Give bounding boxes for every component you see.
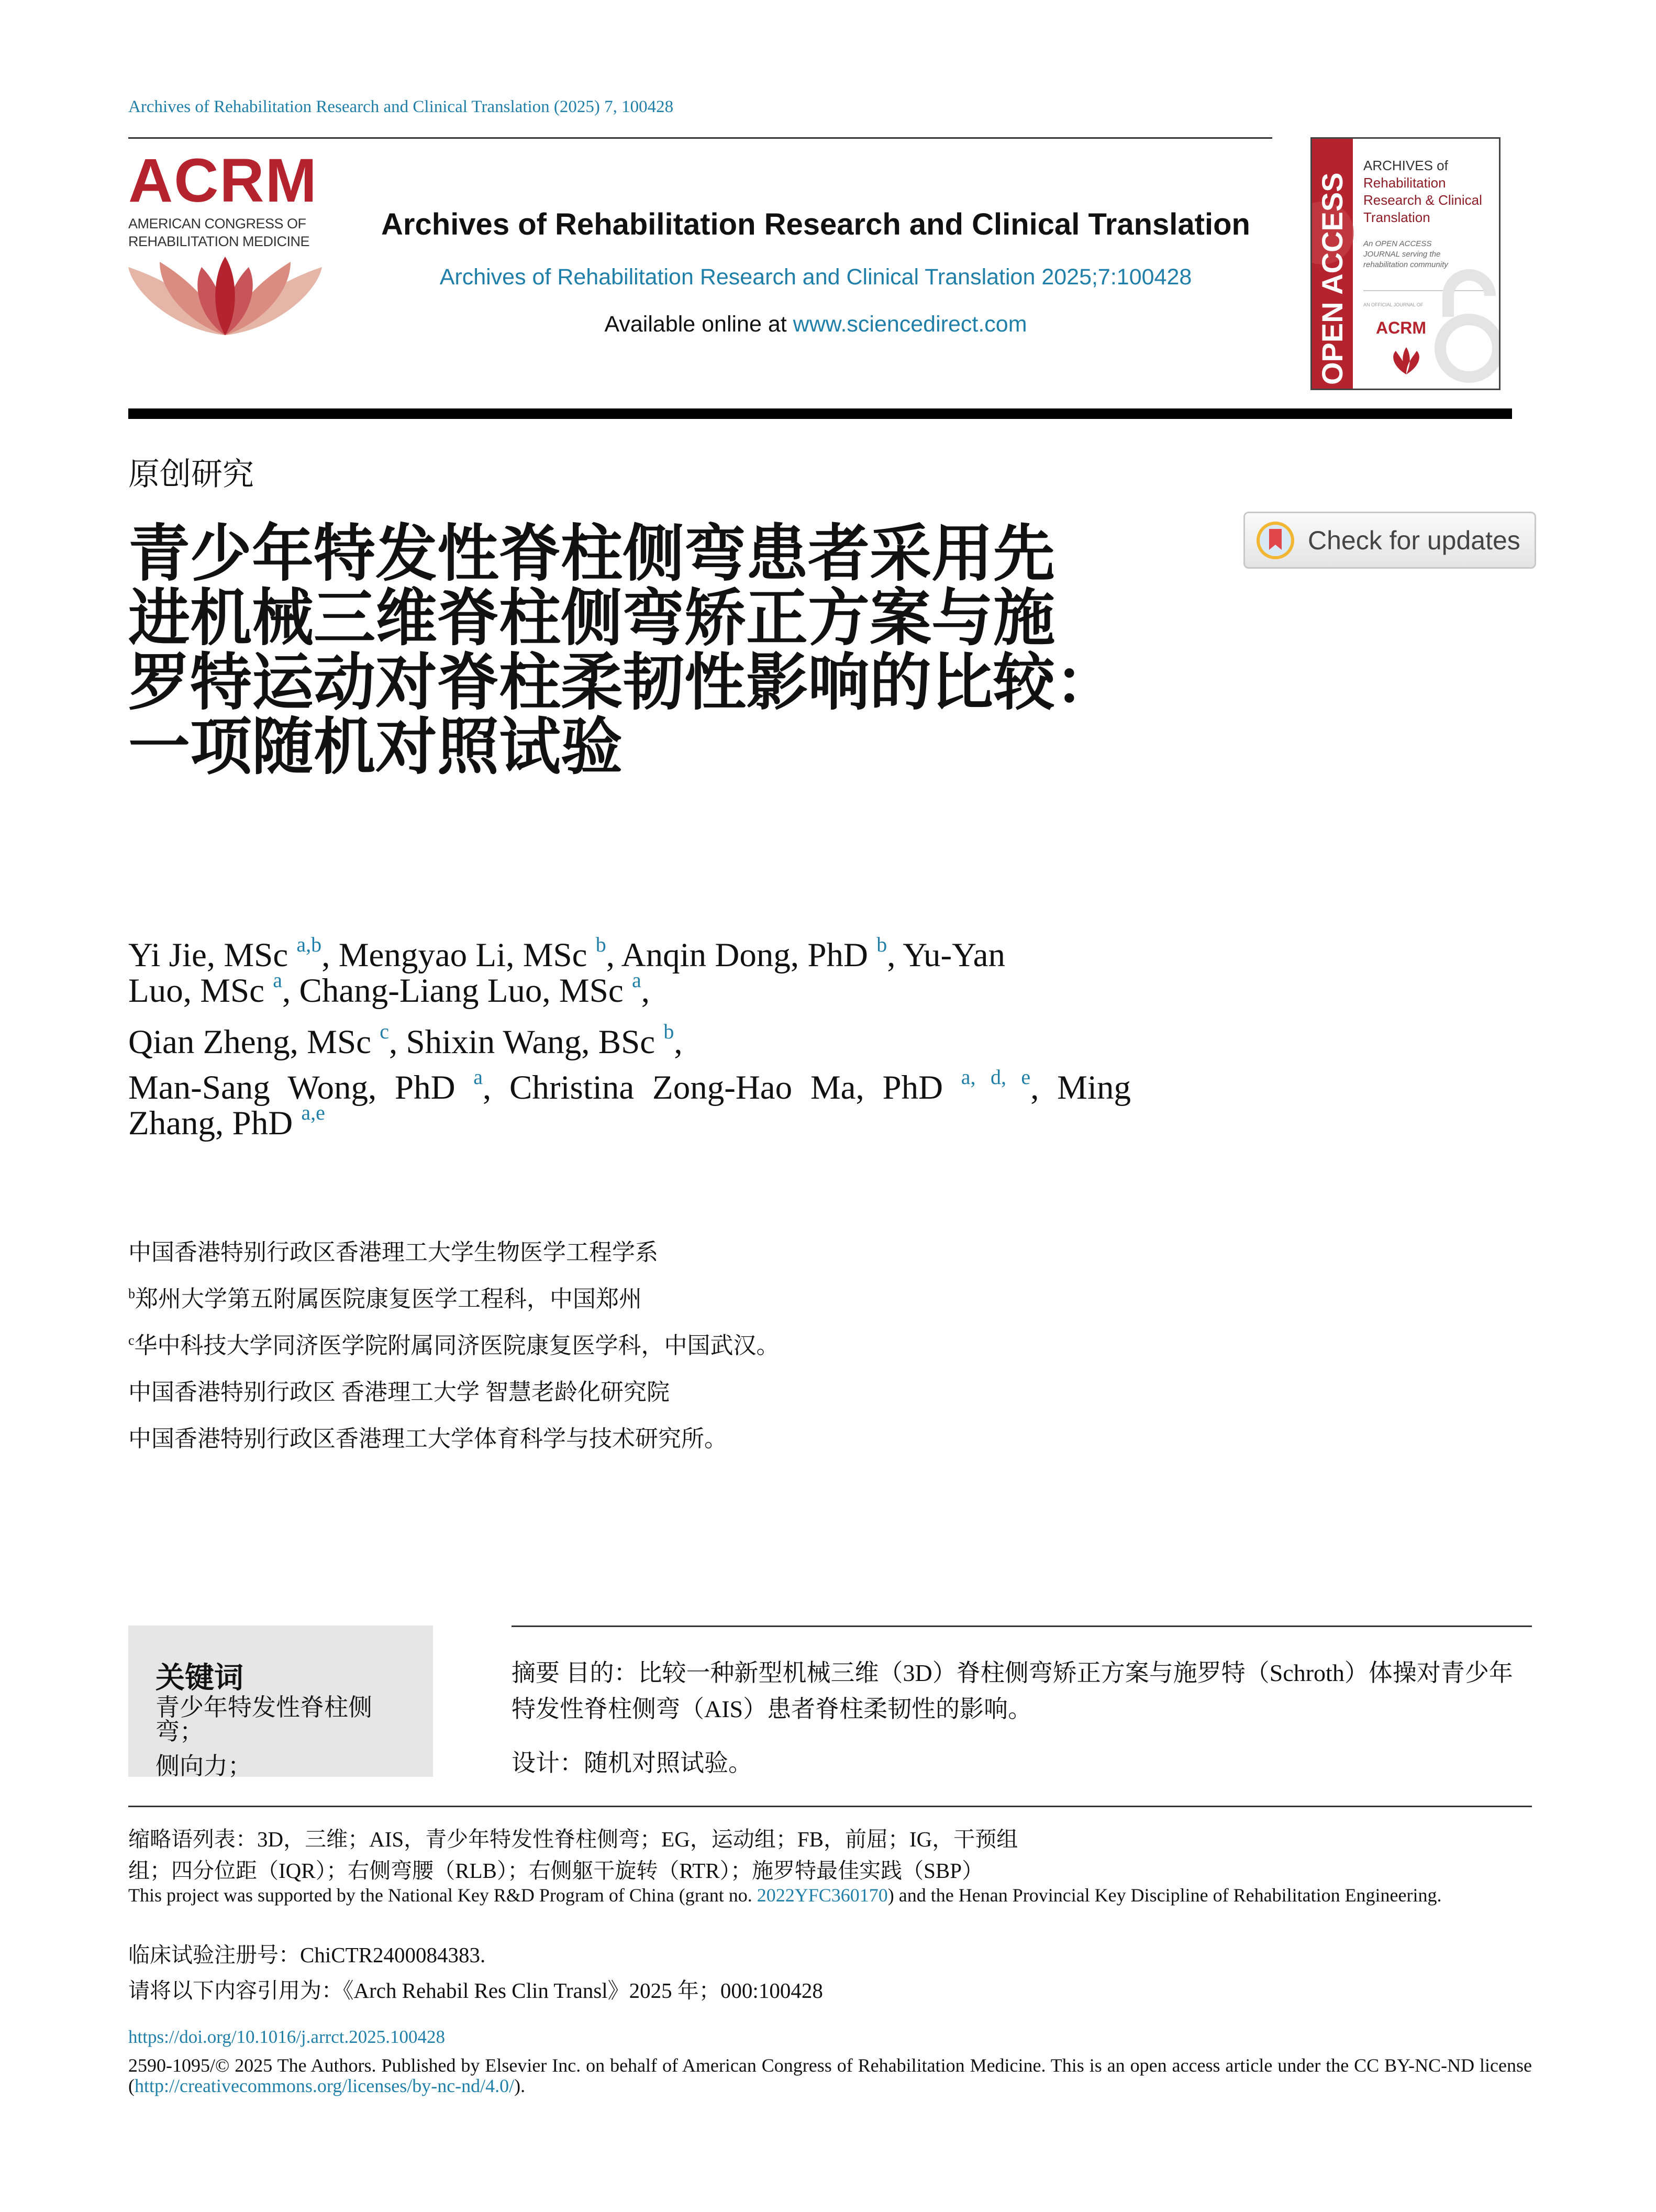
affiliation-ref-link[interactable]: a,b xyxy=(296,933,322,956)
author-line xyxy=(128,968,1131,1010)
license-note xyxy=(128,2055,1532,2096)
header-thick-divider xyxy=(128,408,1512,419)
affiliation-text: 华中科技大学同济医学院附属同济医院康复医学科，中国武汉。 xyxy=(134,1333,780,1358)
available-label: Available online at xyxy=(604,312,793,337)
cover-tagline: rehabilitation community xyxy=(1363,260,1448,269)
license-text: ). xyxy=(514,2075,526,2096)
cover-art xyxy=(1312,139,1499,389)
cover-acrm-logo: ACRM xyxy=(1376,318,1426,337)
lotus-icon xyxy=(128,257,322,335)
affiliation-ref-link[interactable]: b xyxy=(663,1020,674,1043)
acrm-wordmark: ACRM xyxy=(128,146,318,215)
affiliation-ref-link[interactable]: a xyxy=(273,968,283,992)
grant-link[interactable]: 2022YFC360170 xyxy=(757,1885,888,1906)
affiliation-mark: b xyxy=(128,1286,135,1301)
title-line: 青少年特发性脊柱侧弯患者采用先 xyxy=(128,517,1055,590)
author-name: , xyxy=(641,972,650,1010)
doi-link[interactable]: https://doi.org/10.1016/j.arrct.2025.100428 xyxy=(128,2027,446,2047)
author-line xyxy=(128,1101,1131,1142)
affiliation-ref-link[interactable]: a, d, e xyxy=(961,1065,1031,1089)
affiliation xyxy=(128,1420,780,1466)
abbreviations xyxy=(128,1823,1018,1886)
abstract-design: 设计：随机对照试验。 xyxy=(512,1750,752,1776)
author-name: , Anqin Dong, PhD xyxy=(606,936,877,974)
title-line: 一项随机对照试验 xyxy=(128,710,623,783)
trial-registration: 临床试验注册号：ChiCTR2400084383. xyxy=(128,1943,486,1967)
keyword: 青少年特发性脊柱侧弯； xyxy=(155,1694,372,1745)
keywords-heading: 关键词 xyxy=(155,1662,243,1695)
affiliation-text: 中国香港特别行政区 香港理工大学 智慧老龄化研究院 xyxy=(128,1379,670,1405)
abstract-objective: 摘要 目的：比较一种新型机械三维（3D）脊柱侧弯矫正方案与施罗特（Schroth）体操对青少年特发性脊柱侧弯（AIS）患者脊柱柔韧性的影响。 xyxy=(512,1660,1513,1722)
acrm-logo xyxy=(128,146,327,338)
available-online xyxy=(360,312,1271,337)
cover-tagline: An OPEN ACCESS xyxy=(1363,239,1432,248)
author-name: Qian Zheng, MSc xyxy=(128,1023,380,1061)
affiliation-ref-link[interactable]: b xyxy=(595,933,606,956)
author-line xyxy=(128,1065,1131,1107)
affiliation-ref-link[interactable]: a xyxy=(473,1065,483,1089)
cite-as: 请将以下内容引用为：《Arch Rehabil Res Clin Transl》2025 年；000:100428 xyxy=(128,1978,823,2003)
affiliation xyxy=(128,1373,780,1420)
author-line xyxy=(128,1020,1131,1061)
open-access-band-text: OPEN ACCESS xyxy=(1316,172,1349,385)
cover-tagline: JOURNAL serving the xyxy=(1363,250,1441,259)
title-line: 进机械三维脊柱侧弯矫正方案与施 xyxy=(128,581,1055,654)
author-list xyxy=(128,933,1131,1142)
affiliation xyxy=(128,1326,780,1373)
journal-cover xyxy=(1310,137,1501,390)
article-type: 原创研究 xyxy=(128,457,254,492)
affiliation xyxy=(128,1233,780,1280)
author-name: , Shixin Wang, BSc xyxy=(388,1023,664,1061)
affiliation xyxy=(128,1280,780,1326)
funding-text: ) and the Henan Provincial Key Discipline of Rehabilitation Engineering. xyxy=(887,1885,1442,1906)
author-name: Luo, MSc xyxy=(128,972,273,1010)
cover-official: AN OFFICIAL JOURNAL OF xyxy=(1363,302,1424,307)
author-line xyxy=(128,933,1131,974)
cover-title: ARCHIVES of xyxy=(1363,158,1448,173)
affiliation-text: 中国香港特别行政区香港理工大学体育科学与技术研究所。 xyxy=(128,1426,727,1452)
author-name: , Chang-Liang Luo, MSc xyxy=(282,972,632,1010)
cover-title: Research & Clinical xyxy=(1363,192,1482,208)
author-name: Yi Jie, MSc xyxy=(128,936,297,974)
abbreviations-line: 缩略语列表：3D，三维；AIS，青少年特发性脊柱侧弯；EG，运动组；FB，前屈；IG，干预组 xyxy=(128,1827,1018,1851)
affiliation-text: 郑州大学第五附属医院康复医学工程科，中国郑州 xyxy=(135,1286,642,1312)
header-divider xyxy=(128,137,1272,139)
affiliation-ref-link[interactable]: a xyxy=(631,968,641,992)
affiliation-ref-link[interactable]: c xyxy=(380,1020,389,1043)
cover-title: Rehabilitation xyxy=(1363,175,1446,191)
affiliation-text: 中国香港特别行政区香港理工大学生物医学工程学系 xyxy=(128,1240,658,1265)
article-title xyxy=(128,517,1117,783)
author-name: , Mengyao Li, MSc xyxy=(321,936,596,974)
journal-reference[interactable]: Archives of Rehabilitation Research and Clinical Translation 2025;7:100428 xyxy=(439,264,1192,290)
author-name: Zhang, PhD xyxy=(128,1104,302,1142)
check-for-updates-button[interactable] xyxy=(1243,512,1536,569)
author-name: , Yu-Yan xyxy=(887,936,1005,974)
cover-title: Translation xyxy=(1363,209,1430,225)
author-name: , xyxy=(674,1023,683,1061)
abbreviations-line: 组；四分位距（IQR）；右侧弯腰（RLB）；右侧躯干旋转（RTR）；施罗特最佳实践（SBP） xyxy=(128,1859,984,1883)
journal-citation[interactable]: Archives of Rehabilitation Research and Clinical Translation (2025) 7, 100428 xyxy=(128,97,674,116)
abstract-divider xyxy=(512,1625,1532,1627)
affiliations xyxy=(128,1233,780,1466)
title-line: 罗特运动对脊柱柔韧性影响的比较： xyxy=(128,646,1117,718)
author-name: , Ming xyxy=(1030,1069,1131,1107)
funding-text: This project was supported by the National Key R&D Program of China (grant no. xyxy=(128,1885,757,1906)
license-link[interactable]: http://creativecommons.org/licenses/by-nc-nd/4.0/ xyxy=(135,2075,515,2096)
affiliation-mark: c xyxy=(128,1333,135,1348)
check-updates-label: Check for updates xyxy=(1308,525,1520,555)
keyword: 侧向力； xyxy=(155,1753,252,1779)
abstract xyxy=(512,1655,1532,1781)
author-name: , Christina Zong-Hao Ma, PhD xyxy=(483,1069,961,1107)
keywords-list xyxy=(155,1696,402,1789)
check-updates-icon xyxy=(1254,519,1296,561)
acrm-subtitle xyxy=(128,215,327,250)
author-name: Man-Sang Wong, PhD xyxy=(128,1069,474,1107)
acrm-subtitle-line: AMERICAN CONGRESS OF xyxy=(128,216,306,231)
funding-note xyxy=(128,1884,1442,1906)
abstract-bottom-divider xyxy=(128,1806,1532,1807)
affiliation-ref-link[interactable]: b xyxy=(876,933,887,956)
journal-title: Archives of Rehabilitation Research and Clinical Translation xyxy=(381,207,1250,241)
sciencedirect-link[interactable]: www.sciencedirect.com xyxy=(793,312,1027,337)
license-text: 2590-1095/© 2025 The Authors. Published by Elsevier Inc. on behalf of American Congress of Rehabilitation Medicine. This is an open access article under the CC BY-NC-ND license ( xyxy=(128,2055,1532,2096)
affiliation-ref-link[interactable]: a,e xyxy=(301,1101,325,1124)
acrm-subtitle-line: REHABILITATION MEDICINE xyxy=(128,234,310,249)
